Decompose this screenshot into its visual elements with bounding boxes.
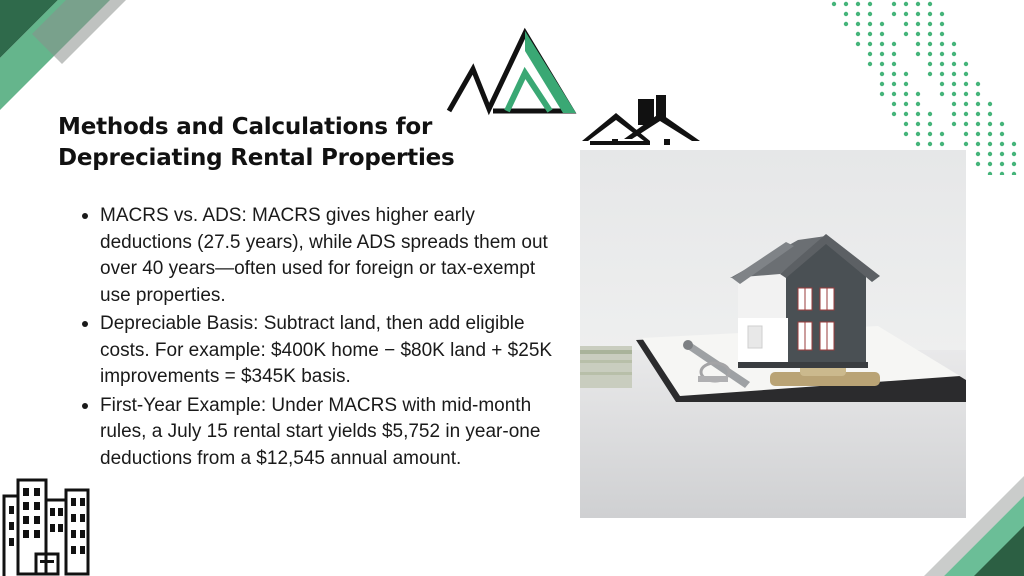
pattern-dot [916,92,920,96]
pattern-dot [940,32,944,36]
pattern-dot [940,42,944,46]
pattern-dot [904,132,908,136]
pattern-dot [928,22,932,26]
pattern-dot [880,32,884,36]
pattern-dot [964,142,968,146]
pattern-dot [976,82,980,86]
bullet-depreciable-basis: Depreciable Basis: Subtract land, then add eligible costs. For example: $400K home − $80K land + $25K improvements = $345K basis. [78,311,568,391]
pattern-dot [832,2,836,6]
pattern-dot [976,152,980,156]
pattern-dot [892,42,896,46]
pattern-dot [904,122,908,126]
pattern-dot [1000,152,1004,156]
pattern-dot [928,52,932,56]
pattern-dot [916,142,920,146]
pattern-dot [940,62,944,66]
pattern-dot [976,122,980,126]
pattern-dot [868,32,872,36]
pattern-dot [892,72,896,76]
pattern-dot [940,92,944,96]
pattern-dot [880,92,884,96]
bullet-list [78,203,568,474]
pattern-dot [868,62,872,66]
corner-decoration-top-left [0,0,140,120]
pattern-dot [988,112,992,116]
pattern-dot [904,2,908,6]
pattern-dot [904,32,908,36]
pattern-dot [940,22,944,26]
pattern-dot [988,122,992,126]
pattern-dot [928,112,932,116]
pattern-dot [880,82,884,86]
pattern-dot [892,112,896,116]
pattern-dot [964,112,968,116]
pattern-dot [916,122,920,126]
pattern-dot [856,22,860,26]
pattern-dot [952,42,956,46]
pattern-dot [904,102,908,106]
pattern-dot [928,2,932,6]
pattern-dot [988,132,992,136]
pattern-dot [928,122,932,126]
pattern-dot [844,2,848,6]
pattern-dot [976,162,980,166]
pattern-dot [964,122,968,126]
pattern-dot [988,142,992,146]
house-model-photo [580,150,966,518]
pattern-dot [916,52,920,56]
pattern-dot [952,72,956,76]
pattern-dot [940,82,944,86]
pattern-dot [928,132,932,136]
pattern-dot [952,112,956,116]
pattern-dot [952,82,956,86]
pattern-dot [952,122,956,126]
pattern-dot [856,12,860,16]
pattern-dot [904,82,908,86]
slide-title [58,112,578,174]
pattern-dot [868,42,872,46]
pattern-dot [868,52,872,56]
pattern-dot [940,132,944,136]
bullet-first-year-example: First-Year Example: Under MACRS with mid-month rules, a July 15 rental start yields $5,752 in year-one deductions from a $12,545 annual amount. [78,393,568,473]
pattern-dot [952,102,956,106]
pattern-dot [1000,142,1004,146]
pattern-dot [892,2,896,6]
pattern-dot [952,92,956,96]
title-line-1: Methods and Calculations for [58,114,433,140]
pattern-dot [868,22,872,26]
pattern-dot [844,22,848,26]
pattern-dot [856,42,860,46]
pattern-dot [916,112,920,116]
pattern-dot [1000,132,1004,136]
pattern-dot [916,2,920,6]
pattern-dot [988,102,992,106]
triangle-logo-icon [445,25,580,117]
pattern-dot [940,142,944,146]
pattern-dot [868,2,872,6]
pattern-dot [904,72,908,76]
pattern-dot [988,162,992,166]
pattern-dot [976,92,980,96]
pattern-dot [976,112,980,116]
pattern-dot [964,72,968,76]
pattern-dot [892,52,896,56]
pattern-dot [916,22,920,26]
pattern-dot [1012,142,1016,146]
dotted-pattern-icon [830,0,1024,175]
pattern-dot [1000,162,1004,166]
pattern-dot [1000,122,1004,126]
pattern-dot [880,52,884,56]
pattern-dot [964,92,968,96]
pattern-dot [940,12,944,16]
pattern-dot [880,22,884,26]
pattern-dot [964,82,968,86]
pattern-dot [916,12,920,16]
pattern-dot [916,42,920,46]
pattern-dot [1012,162,1016,166]
pattern-dot [928,142,932,146]
corner-decoration-bottom-right [924,476,1024,576]
house-roof-icon [580,95,702,153]
pattern-dot [868,12,872,16]
pattern-dot [892,102,896,106]
pattern-dot [1012,172,1016,175]
pattern-dot [892,12,896,16]
pattern-dot [856,2,860,6]
pattern-dot [976,142,980,146]
pattern-dot [964,132,968,136]
bullet-macrs-vs-ads: MACRS vs. ADS: MACRS gives higher early deductions (27.5 years), while ADS spreads them out over 40 years—often used for foreign or tax-exempt use properties. [78,203,568,309]
pattern-dot [916,132,920,136]
pattern-dot [928,42,932,46]
pattern-dot [1000,172,1004,175]
pattern-dot [928,62,932,66]
pattern-dot [1012,152,1016,156]
pattern-dot [892,82,896,86]
pattern-dot [964,62,968,66]
pattern-dot [904,92,908,96]
pattern-dot [904,112,908,116]
pattern-dot [844,12,848,16]
pattern-dot [976,102,980,106]
city-buildings-icon [0,476,96,576]
title-line-2: Depreciating Rental Properties [58,145,455,171]
pattern-dot [928,72,932,76]
pattern-dot [964,102,968,106]
pattern-dot [928,12,932,16]
pattern-dot [988,172,992,175]
pattern-dot [928,32,932,36]
pattern-dot [976,132,980,136]
pattern-dot [892,62,896,66]
pattern-dot [880,42,884,46]
pattern-dot [952,62,956,66]
pattern-dot [916,32,920,36]
pattern-dot [880,62,884,66]
pattern-dot [940,72,944,76]
pattern-dot [988,152,992,156]
pattern-dot [952,52,956,56]
pattern-dot [904,12,908,16]
pattern-dot [892,92,896,96]
pattern-dot [904,22,908,26]
pattern-dot [940,52,944,56]
pattern-dot [916,102,920,106]
pattern-dot [856,32,860,36]
pattern-dot [880,72,884,76]
